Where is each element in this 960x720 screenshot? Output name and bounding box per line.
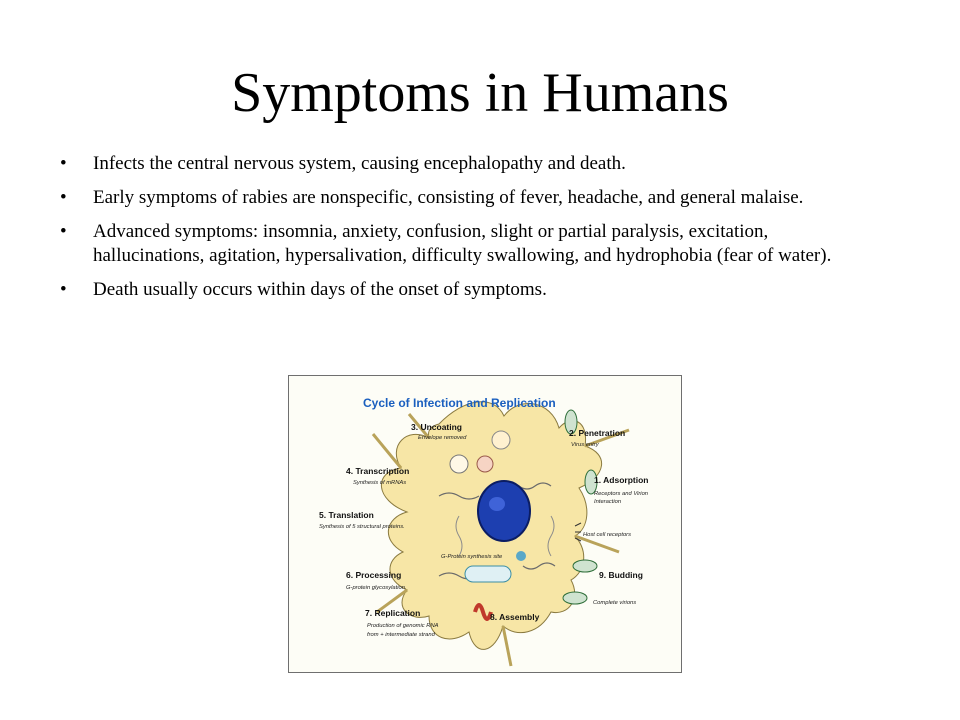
bullet-list: [60, 152, 880, 312]
bullet-glyph: •: [60, 187, 67, 208]
nucleus: [478, 481, 530, 541]
label-adsorption: 1. Adsorption: [594, 475, 649, 485]
label-translation: 5. Translation: [319, 510, 374, 520]
sub-processing: G-protein glycosylation.: [346, 585, 407, 591]
sub-adsorption-1: Receptors and Virion: [594, 491, 649, 497]
bullet-text: Death usually occurs within days of the onset of symptoms.: [93, 279, 547, 300]
bullet-item: [60, 278, 880, 302]
bullet-glyph: •: [60, 153, 67, 174]
bullet-item: [60, 152, 880, 176]
label-processing: 6. Processing: [346, 570, 402, 580]
bullet-glyph: •: [60, 279, 67, 300]
infection-cycle-diagram: [289, 376, 681, 672]
sub-replication-1: Production of genomic RNA: [367, 623, 439, 629]
sub-budding: Complete virions: [593, 600, 637, 606]
bullet-text: Infects the central nervous system, causing encephalopathy and death.: [93, 153, 626, 174]
label-transcription: 4. Transcription: [346, 466, 410, 476]
label-replication: 7. Replication: [365, 608, 421, 618]
bullet-glyph: •: [60, 221, 67, 242]
virion-icon: [563, 592, 587, 604]
label-assembly: 8. Assembly: [490, 612, 540, 622]
sub-host-receptors: Host cell receptors: [583, 532, 632, 538]
bullet-item: [60, 186, 880, 210]
label-uncoating: 3. Uncoating: [411, 422, 463, 432]
bullet-item: [60, 220, 880, 268]
sub-transcription: Synthesis of mRNAs: [353, 480, 407, 486]
label-budding: 9. Budding: [599, 570, 643, 580]
sub-translation: Synthesis of 5 structural proteins.: [319, 524, 405, 530]
bullet-text: Advanced symptoms: insomnia, anxiety, confusion, slight or partial paralysis, excitation, hallucinations, agitation, hypersalivation, difficulty swallowing, and hydrophobia (fear of water).: [93, 221, 832, 266]
sub-uncoating: Envelope removed: [418, 435, 467, 441]
sub-replication-2: from + intermediate strand: [367, 632, 435, 638]
bullet-text: Early symptoms of rabies are nonspecific, consisting of fever, headache, and general malaise.: [93, 187, 804, 208]
sub-gprotein: G-Protein synthesis site: [441, 554, 503, 560]
sub-penetration: Virus entry: [571, 442, 599, 448]
virion-icon: [573, 560, 597, 572]
label-penetration: 2. Penetration: [569, 428, 626, 438]
sub-adsorption-2: Interaction: [594, 499, 622, 505]
figure-title: Cycle of Infection and Replication: [363, 396, 556, 410]
infection-cycle-figure: [288, 375, 682, 673]
slide-title: Symptoms in Humans: [231, 62, 729, 124]
